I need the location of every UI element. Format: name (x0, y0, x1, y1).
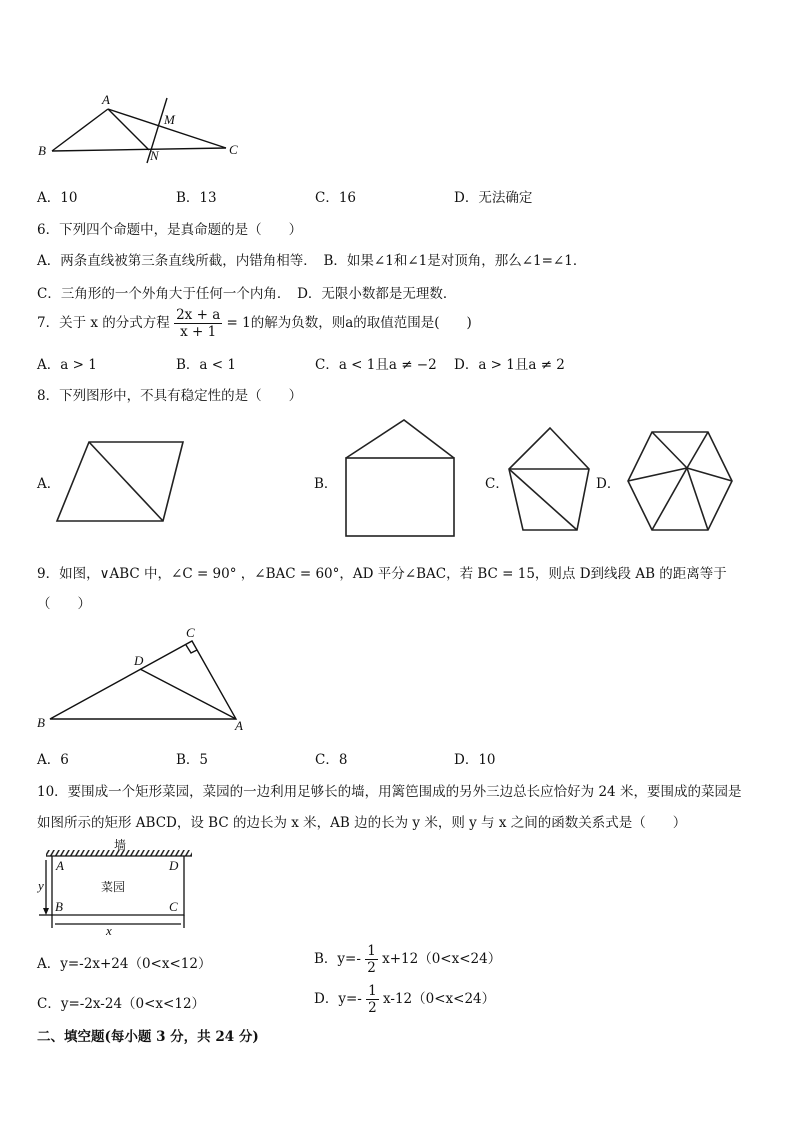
label-d: D (169, 858, 179, 873)
q8-label-a[interactable]: A． (37, 476, 61, 492)
option-c[interactable]: C．y=-2x-24（0<x<12） (37, 996, 206, 1012)
q7-stem-pre: 7．关于 x 的分式方程 (37, 315, 170, 331)
q10-stem-line1: 10．要围成一个矩形菜园，菜园的一边利用足够长的墙，用篱笆围成的另外三边总长应恰好为 24 米，要围成的菜园是 (37, 784, 742, 800)
q7-fraction (174, 307, 222, 340)
option-c[interactable]: C．8 (315, 752, 348, 768)
label-n: N (150, 148, 159, 163)
label-c: C (169, 899, 178, 914)
section-title: 二、填空题(每小题 3 分，共 24 分) (37, 1029, 259, 1045)
q8-shape-d-hexagon (622, 428, 738, 534)
half-num: 1 (368, 983, 377, 999)
half-num: 1 (367, 943, 376, 959)
q6-stem: 6．下列四个命题中，是真命题的是（ ） (37, 222, 303, 238)
label-b: B (37, 715, 45, 730)
half-den: 2 (368, 1000, 377, 1016)
option-d[interactable]: D．无法确定 (454, 190, 533, 206)
option-d[interactable] (314, 982, 495, 1016)
label-b: B (55, 899, 63, 914)
q8-shape-a-parallelogram (55, 436, 190, 526)
label-garden: 菜园 (101, 880, 126, 894)
option-b-pre: B．y=- (314, 951, 361, 967)
label-wall: 墙 (114, 838, 127, 852)
option-b[interactable]: B．13 (176, 190, 217, 206)
option-a[interactable]: A．10 (37, 190, 78, 206)
option-a[interactable]: A．y=-2x+24（0<x<12） (37, 956, 212, 972)
label-a: A (102, 92, 110, 107)
figure-garden-rectangle (34, 838, 204, 938)
q7-frac-den: x + 1 (180, 324, 217, 340)
q8-shape-c-pentagon (505, 424, 597, 534)
label-b: B (38, 143, 46, 158)
option-d[interactable]: D．a > 1且a ≠ 2 (454, 357, 565, 373)
option-d-pre: D．y=- (314, 991, 362, 1007)
option-b-post: x+12（0<x<24） (382, 951, 502, 967)
label-a: A (235, 718, 243, 733)
label-c: C (229, 142, 238, 157)
option-c[interactable]: C．a < 1且a ≠ −2 (315, 357, 437, 373)
option-b-half (365, 943, 378, 976)
label-d: D (134, 653, 144, 668)
q10-stem-line2: 如图所示的矩形 ABCD，设 BC 的边长为 x 米，AB 边的长为 y 米，则 y 与 x 之间的函数关系式是（ ） (37, 815, 687, 831)
q8-stem: 8．下列图形中，不具有稳定性的是（ ） (37, 388, 303, 404)
option-d-post: x-12（0<x<24） (383, 991, 496, 1007)
option-d[interactable]: D．10 (454, 752, 496, 768)
q8-shape-b-house (342, 416, 458, 540)
q8-label-b[interactable]: B． (314, 476, 338, 492)
q7-stem (37, 306, 472, 340)
option-b[interactable]: B．a < 1 (176, 357, 236, 373)
q9-stem: 9．如图，∨ABC 中，∠C = 90° ，∠BAC = 60°，AD 平分∠BAC，若 BC = 15，则点 D到线段 AB 的距离等于 (37, 566, 727, 582)
label-y: y (38, 878, 44, 893)
q7-frac-num: 2x + a (176, 307, 221, 323)
option-a[interactable]: A．a > 1 (37, 357, 97, 373)
q7-stem-post: = 1的解为负数，则a的取值范围是( ) (226, 315, 472, 331)
q6-line2: C．三角形的一个外角大于任何一个内角． D．无限小数都是无理数． (37, 286, 457, 302)
figure-triangle-abc-mn (36, 92, 251, 167)
q6-line1: A．两条直线被第三条直线所截，内错角相等． B．如果∠1和∠1是对顶角，那么∠1=∠1． (37, 253, 587, 269)
q8-label-c[interactable]: C． (485, 476, 509, 492)
option-c[interactable]: C．16 (315, 190, 357, 206)
label-a: A (56, 858, 64, 873)
q9-paren: （ ） (37, 596, 91, 612)
label-x: x (106, 923, 112, 938)
option-a[interactable]: A．6 (37, 752, 69, 768)
figure-right-triangle-abc (34, 622, 254, 737)
option-d-half (366, 983, 379, 1016)
q8-label-d[interactable]: D． (596, 476, 621, 492)
label-c: C (186, 625, 195, 640)
label-m: M (164, 112, 175, 127)
option-b[interactable] (314, 942, 501, 976)
half-den: 2 (367, 960, 376, 976)
option-b[interactable]: B．5 (176, 752, 209, 768)
